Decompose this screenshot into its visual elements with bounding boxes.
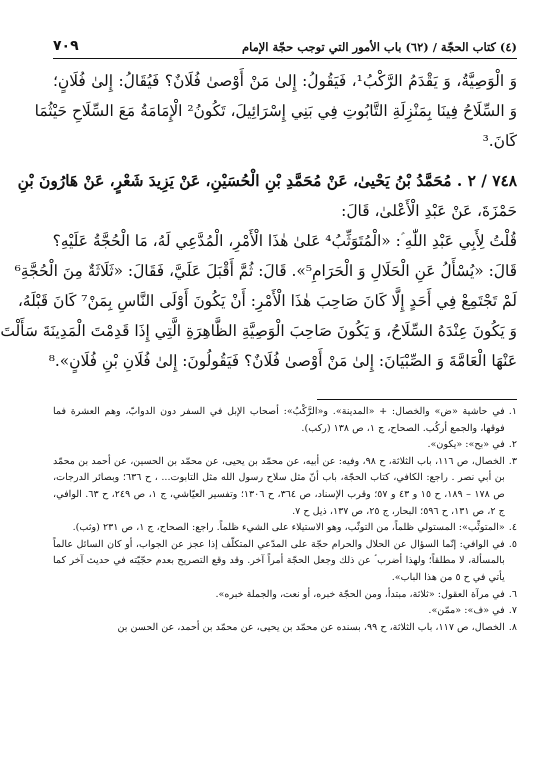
footnote-number: ٢. xyxy=(508,439,517,451)
chapter-title: (٤) كتاب الحجّة / (٦٢) باب الأمور التي توجب حجّة الإمام xyxy=(241,40,517,54)
text-line: لَمْ تَجْتَمِعْ فِي أَحَدٍ إِلَّا كَانَ صَاحِبَ هٰذَا الْأَمْرِ: أَنْ يَكُونَ أَوْلَى النَّاسِ بِمَنْ⁷ كَانَ قَبْلَهُ، xyxy=(17,292,517,310)
footnote-text-cont: (وثب). xyxy=(72,522,100,534)
footnote xyxy=(53,620,517,637)
text-line: وَ الْوَصِيَّةُ، وَ يَقْدَمُ الرَّكْبُ¹، فَيَقُولُ: إِلىٰ مَنْ أَوْصىٰ فُلَانٌ؟ فَيُقَالُ: إِلىٰ فُلَانٍ؛ xyxy=(53,72,518,90)
footnote-number: ٨. xyxy=(508,621,517,633)
text-line: وَ يَكُونَ عِنْدَهُ السِّلَاحُ، وَ يَكُونَ صَاحِبَ الْوَصِيَّةِ الظَّاهِرَةِ الَّتِي إِذَا قَدِمْتَ الْمَدِينَةَ سَأَلْتَ xyxy=(0,322,517,340)
footnote-text-line: الخصال، ص ١١٦، باب الثلاثة، ح ٩٨، وفيه: عن أبيه، عن محمّد بن يحيى، عن محمّد بن الحسين، عن xyxy=(113,455,505,467)
footnote xyxy=(53,603,517,620)
text-line: حَمْزَةَ، عَنْ عَبْدِ الْأَعْلىٰ، قَالَ: xyxy=(341,202,517,220)
footnote-text-line: في الوافي: إنّما السؤال عن الحلال والحرام حجّة على المدّعي المتكلّف إذا عجز عن الجواب، أو كان xyxy=(107,538,505,550)
running-header xyxy=(53,30,517,59)
footnote xyxy=(53,587,517,604)
footnote xyxy=(53,437,517,454)
text-line: قُلْتُ لِأَبِي عَبْدِ اللّٰهِ ؑ: «الْمُتَوَثِّبُ⁴ عَلىٰ هٰذَا الْأَمْرِ، الْمُدَّعِي لَهُ، مَا الْحُجَّةُ عَلَيْهِ؟ xyxy=(52,232,517,250)
footnote-text xyxy=(53,520,505,537)
footnotes xyxy=(53,404,517,636)
footnote-text-line: «المتوثِّب»: المستولي ظلماً، من التوثّب، وهو الاستيلاء على الشيء ظلماً. راجع: الصحاح، ج ١، ص ٢٣١ xyxy=(102,522,505,534)
footnote-text-line: في حاشية «ض» والخصال: + «المدينة». و«الرَّكْبُ»: أصحاب الإبل في السفر دون الدوابّ، وهم العشرة فما xyxy=(53,406,505,417)
footnote-text: في «بح»: «يكون». xyxy=(427,439,505,451)
text-line: كَانَ.³ xyxy=(482,132,517,150)
footnote-text: في «ف»: «ممّن». xyxy=(428,605,505,617)
footnote-text-cont: فوقها، والجمع أركُب. الصحاح، ج ١، ص ١٣٨ (ركب). xyxy=(301,422,505,434)
footnote-number: ٣. xyxy=(508,455,517,467)
footnote-number: ٤. xyxy=(508,522,517,534)
footnote-text: في مرآة العقول: «ثلاثة، مبتدأ، ومن الحجّة خبره، أو نعت، والجملة خبره». xyxy=(215,588,505,600)
footnote-number: ١. xyxy=(508,406,517,417)
footnote-text xyxy=(53,404,505,437)
footnote-separator xyxy=(317,399,517,400)
footnote-text-cont: أحمد بن محمّد بن أبي نصر . راجع: الكافي، كتاب الحجّة، باب أنّ مثل سلاح رسول الله مثل التابوت... ، ح ٦٣٦؛ وبصائر الدرجات، ص ١٧٨ – ١٨٩، ح ١٥ و ٤٣ و ٥٧؛ وقرب الإسناد، ص ٣٦٤، ح ١٣٠٦؛ وتفسير العيّاشي، ج ١، ص ٢٤٩، ح ٦٣. الوافي، ج ٢، ص ١٣١، ح ٥٩٦؛ البحار، ج ٢٥، ص ١٣٧، ذيل ح ٧. xyxy=(53,455,505,517)
footnote-text-cont: السائل عالماً بالمسألة، لا مطلقاً؛ ولهذا أضرب ؑ عن ذلك وجعل الحجّة أمراً آخر. وقد وقع التصريح بعدم حجّيّته في حديث آخر كما يأتي في ح ٥ من هذا الباب». xyxy=(53,538,505,583)
page-number: ٧٠٩ xyxy=(53,38,79,54)
footnote-number: ٥. xyxy=(508,538,517,550)
hadith-heading: ٧٤٨ / ٢ . مُحَمَّدُ بْنُ يَحْيىٰ، عَنْ مُحَمَّدِ بْنِ الْحُسَيْنِ، عَنْ يَزِيدَ شَعْرٍ، عَنْ هَارُونَ بْنِ xyxy=(17,172,517,190)
footnote-text: الخصال، ص ١١٧، باب الثلاثة، ح ٩٩، بسنده عن محمّد بن يحيى، عن محمّد بن أحمد، عن الحسن بن xyxy=(117,621,505,633)
text-line: قَالَ: «يُسْأَلُ عَنِ الْحَلَالِ وَ الْحَرَامِ⁵». قَالَ: ثُمَّ أَقْبَلَ عَلَيَّ، فَقَالَ: «ثَلَاثَةٌ مِنَ الْحُجَّةِ⁶ xyxy=(14,262,517,280)
text-line: وَ السِّلَاحُ فِينَا بِمَنْزِلَةِ التَّابُوتِ فِي بَنِي إِسْرَائِيلَ، تَكُونُ² الْإِمَامَةُ مَعَ السِّلَاحِ حَيْثُمَا xyxy=(34,102,517,120)
footnote-number: ٧. xyxy=(508,605,517,617)
footnote xyxy=(53,454,517,520)
main-text xyxy=(0,66,518,376)
footnote xyxy=(53,520,517,537)
footnote xyxy=(53,404,517,437)
text-line: عَنْهَا الْعَامَّةَ وَ الصِّبْيَانَ: إِلىٰ مَنْ أَوْصىٰ فُلَانٌ؟ فَيَقُولُونَ: إِلىٰ فُلَانِ بْنِ فُلَانٍ».⁸ xyxy=(48,352,517,370)
paragraph-gap xyxy=(53,156,517,166)
footnote-text xyxy=(53,454,505,520)
footnote xyxy=(53,537,517,587)
footnote-text xyxy=(53,537,505,587)
footnote-number: ٦. xyxy=(508,588,517,600)
